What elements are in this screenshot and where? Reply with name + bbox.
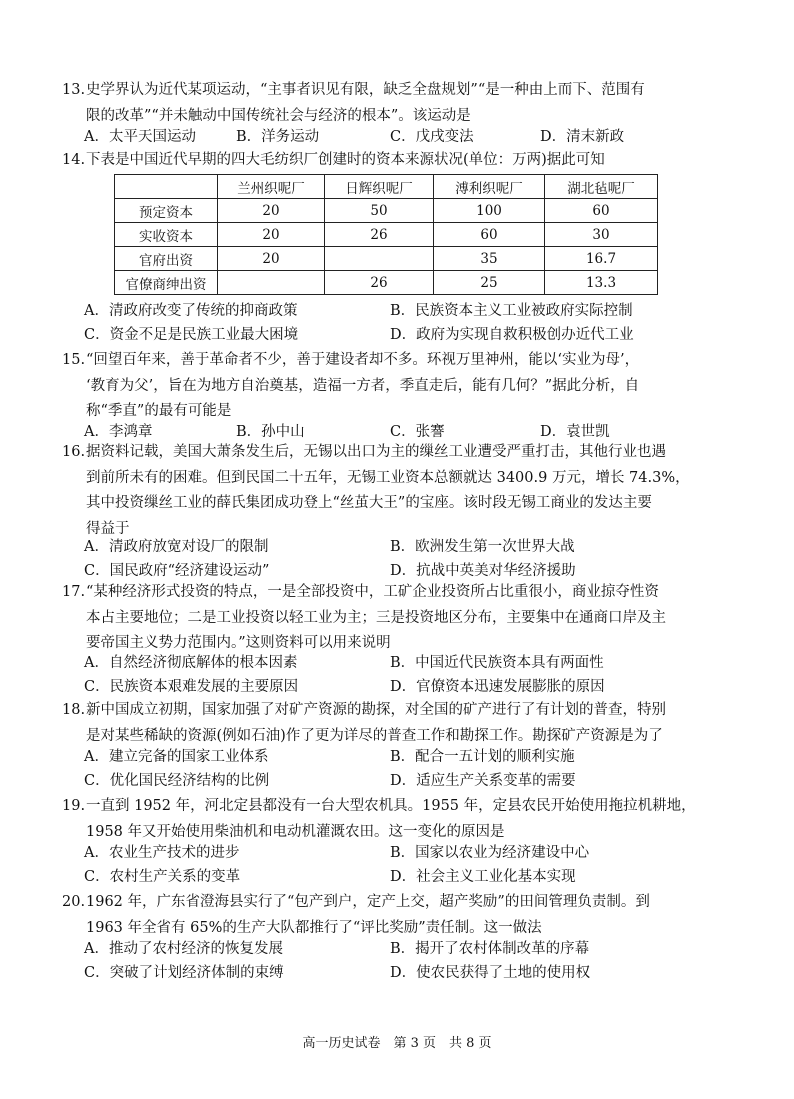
question-15 <box>62 348 702 425</box>
page-footer: 高一历史试卷 第 3 页 共 8 页 <box>302 1036 492 1051</box>
row-label: 预定资本 <box>115 199 218 223</box>
question-14-options <box>84 300 704 347</box>
stem-line: 其中投资缫丝工业的薛氏集团成功登上“丝茧大王”的宝座。该时段无锡工商业的发达主要 <box>86 495 652 511</box>
table-cell: 26 <box>325 223 434 247</box>
question-stem <box>86 890 702 941</box>
question-20-options <box>84 938 704 985</box>
table-cell: 13.3 <box>545 271 658 295</box>
option-d[interactable]: D．清末新政 <box>540 129 625 145</box>
table-cell: 25 <box>434 271 545 295</box>
question-stem <box>86 794 702 845</box>
option-d[interactable]: D．社会主义工业化基本实现 <box>390 868 576 885</box>
stem-line: 本占主要地位；二是工业投资以轻工业为主；三是投资地区分布，主要集中在通商口岸及主 <box>86 609 666 626</box>
option-b[interactable]: B．国家以农业为经济建设中心 <box>390 845 590 861</box>
option-c[interactable]: C．资金不足是民族工业最大困境 <box>84 326 299 343</box>
row-label: 实收资本 <box>115 223 218 247</box>
option-b[interactable]: B．中国近代民族资本具有两面性 <box>390 655 604 671</box>
option-d[interactable]: D．官僚资本迅速发展膨胀的原因 <box>390 678 605 695</box>
table-cell: 26 <box>325 271 434 295</box>
stem-line: 限的改革”“并未触动中国传统社会与经济的根本”。该运动是 <box>86 107 471 124</box>
table-cell: 20 <box>218 247 325 271</box>
table-cell <box>218 271 325 295</box>
question-13 <box>62 78 702 129</box>
option-b[interactable]: B．民族资本主义工业被政府实际控制 <box>390 303 633 319</box>
question-number: 16. <box>62 444 86 460</box>
question-16-options <box>84 536 704 583</box>
question-stem <box>86 580 702 657</box>
question-number: 14. <box>62 152 86 168</box>
option-b[interactable]: B．揭开了农村体制改革的序幕 <box>390 941 590 957</box>
capital-source-table <box>114 174 658 295</box>
option-c[interactable]: C．戊戌变法 <box>390 129 474 145</box>
option-d[interactable]: D．政府为实现自救积极创办近代工业 <box>390 326 634 343</box>
stem-line: 下表是中国近代早期的四大毛纺织厂创建时的资本来源状况(单位：万两)据此可知 <box>86 152 605 168</box>
option-a[interactable]: A．农业生产技术的进步 <box>84 845 240 861</box>
stem-line: 一直到 1952 年，河北定县都没有一台大型农机具。1955 年，定县农民开始使用拖拉机耕地， <box>86 798 696 814</box>
option-c[interactable]: C．国民政府“经济建设运动” <box>84 562 270 579</box>
question-18 <box>62 698 702 749</box>
table-row <box>115 199 658 223</box>
option-b[interactable]: B．欧洲发生第一次世界大战 <box>390 539 575 555</box>
option-a[interactable]: A．清政府改变了传统的抑商政策 <box>84 303 298 319</box>
option-c[interactable]: C．农村生产关系的变革 <box>84 868 241 885</box>
option-a[interactable]: A．推动了农村经济的恢复发展 <box>84 941 283 957</box>
stem-line: 称“季直”的最有可能是 <box>86 403 232 419</box>
row-label: 官府出资 <box>115 247 218 271</box>
stem-line: 要帝国主义势力范围内。”这则资料可以用来说明 <box>86 635 391 651</box>
question-19 <box>62 794 702 845</box>
stem-line: 1958 年又开始使用柴油机和电动机灌溉农田。这一变化的原因是 <box>86 823 505 840</box>
table-cell: 16.7 <box>545 247 658 271</box>
row-label: 官僚商绅出资 <box>115 271 218 295</box>
question-stem <box>86 440 702 542</box>
table-header-cell: 兰州织呢厂 <box>218 175 325 199</box>
table-cell: 60 <box>434 223 545 247</box>
question-19-options <box>84 842 704 889</box>
stem-line: 1962 年，广东省澄海县实行了“包产到户，定产上交，超产奖励”的田间管理负责制。到 <box>86 894 650 910</box>
question-number: 20. <box>62 894 86 910</box>
table-cell: 20 <box>218 199 325 223</box>
stem-line: 史学界认为近代某项运动，“主事者识见有限，缺乏全盘规划”“是一种由上而下、范围有 <box>86 82 645 98</box>
stem-line: 1963 年全省有 65%的生产大队都推行了“评比奖励”责任制。这一做法 <box>86 919 542 936</box>
question-20 <box>62 890 702 941</box>
table-cell: 30 <box>545 223 658 247</box>
stem-line: 据资料记载，美国大萧条发生后，无锡以出口为主的缫丝工业遭受严重打击，其他行业也遇 <box>86 444 666 460</box>
question-number: 17. <box>62 584 86 600</box>
table-header-cell <box>115 175 218 199</box>
question-17-options <box>84 652 704 699</box>
question-stem <box>86 78 702 129</box>
option-c[interactable]: C．张謇 <box>390 424 445 440</box>
option-a[interactable]: A．清政府放宽对设厂的限制 <box>84 539 269 555</box>
question-16 <box>62 440 702 542</box>
question-14 <box>62 148 702 174</box>
table-header-cell: 日辉织呢厂 <box>325 175 434 199</box>
option-c[interactable]: C．突破了计划经济体制的束缚 <box>84 964 284 981</box>
option-a[interactable]: A．自然经济彻底解体的根本因素 <box>84 655 298 671</box>
question-18-options <box>84 746 704 793</box>
question-number: 19. <box>62 798 86 814</box>
option-d[interactable]: D．抗战中英美对华经济援助 <box>390 562 576 579</box>
question-number: 15. <box>62 352 86 368</box>
option-a[interactable]: A．建立完备的国家工业体系 <box>84 749 269 765</box>
question-number: 18. <box>62 702 86 718</box>
option-c[interactable]: C．优化国民经济结构的比例 <box>84 772 270 789</box>
table-header-cell: 湖北毡呢厂 <box>545 175 658 199</box>
table-cell: 60 <box>545 199 658 223</box>
option-d[interactable]: D．袁世凯 <box>540 424 610 440</box>
table-cell: 50 <box>325 199 434 223</box>
table-cell: 20 <box>218 223 325 247</box>
question-number: 13. <box>62 82 86 98</box>
option-b[interactable]: B．孙中山 <box>236 424 305 440</box>
stem-line: “某种经济形式投资的特点，一是全部投资中，工矿企业投资所占比重很小，商业掠夺性资 <box>86 584 659 600</box>
table-header-cell: 溥利织呢厂 <box>434 175 545 199</box>
stem-line: ‘教育为父’，旨在为地方自治奠基，造福一方者，季直走后，能有几何？”据此分析，自 <box>86 377 640 394</box>
stem-line: 得益于 <box>86 520 130 537</box>
question-17 <box>62 580 702 657</box>
table-row <box>115 223 658 247</box>
option-a[interactable]: A．李鸿章 <box>84 424 153 440</box>
option-d[interactable]: D．适应生产关系变革的需要 <box>390 772 576 789</box>
stem-line: 新中国成立初期，国家加强了对矿产资源的勘探，对全国的矿产进行了有计划的普查，特别 <box>86 702 666 718</box>
question-13-options <box>84 126 704 150</box>
stem-line: 是对某些稀缺的资源(例如石油)作了更为详尽的普查工作和勘探工作。勘探矿产资源是为了 <box>86 727 663 744</box>
stem-line: 到前所未有的困难。但到民国二十五年，无锡工业资本总额就达 3400.9 万元，增长 74.3%， <box>86 469 690 486</box>
table-cell: 100 <box>434 199 545 223</box>
option-b[interactable]: B．配合一五计划的顺利实施 <box>390 749 575 765</box>
option-b[interactable]: B．洋务运动 <box>236 129 320 145</box>
stem-line: “回望百年来，善于革命者不少，善于建设者却不多。环视万里神州，能以‘实业为母’， <box>86 352 640 368</box>
question-stem <box>86 698 702 749</box>
table-cell: 35 <box>434 247 545 271</box>
option-d[interactable]: D．使农民获得了土地的使用权 <box>390 964 591 981</box>
question-stem <box>86 348 702 425</box>
option-a[interactable]: A．太平天国运动 <box>84 129 196 145</box>
table-cell <box>325 247 434 271</box>
question-stem <box>86 148 702 174</box>
table-row <box>115 247 658 271</box>
option-c[interactable]: C．民族资本艰难发展的主要原因 <box>84 678 299 695</box>
table-row <box>115 271 658 295</box>
table-header-row <box>115 175 658 199</box>
